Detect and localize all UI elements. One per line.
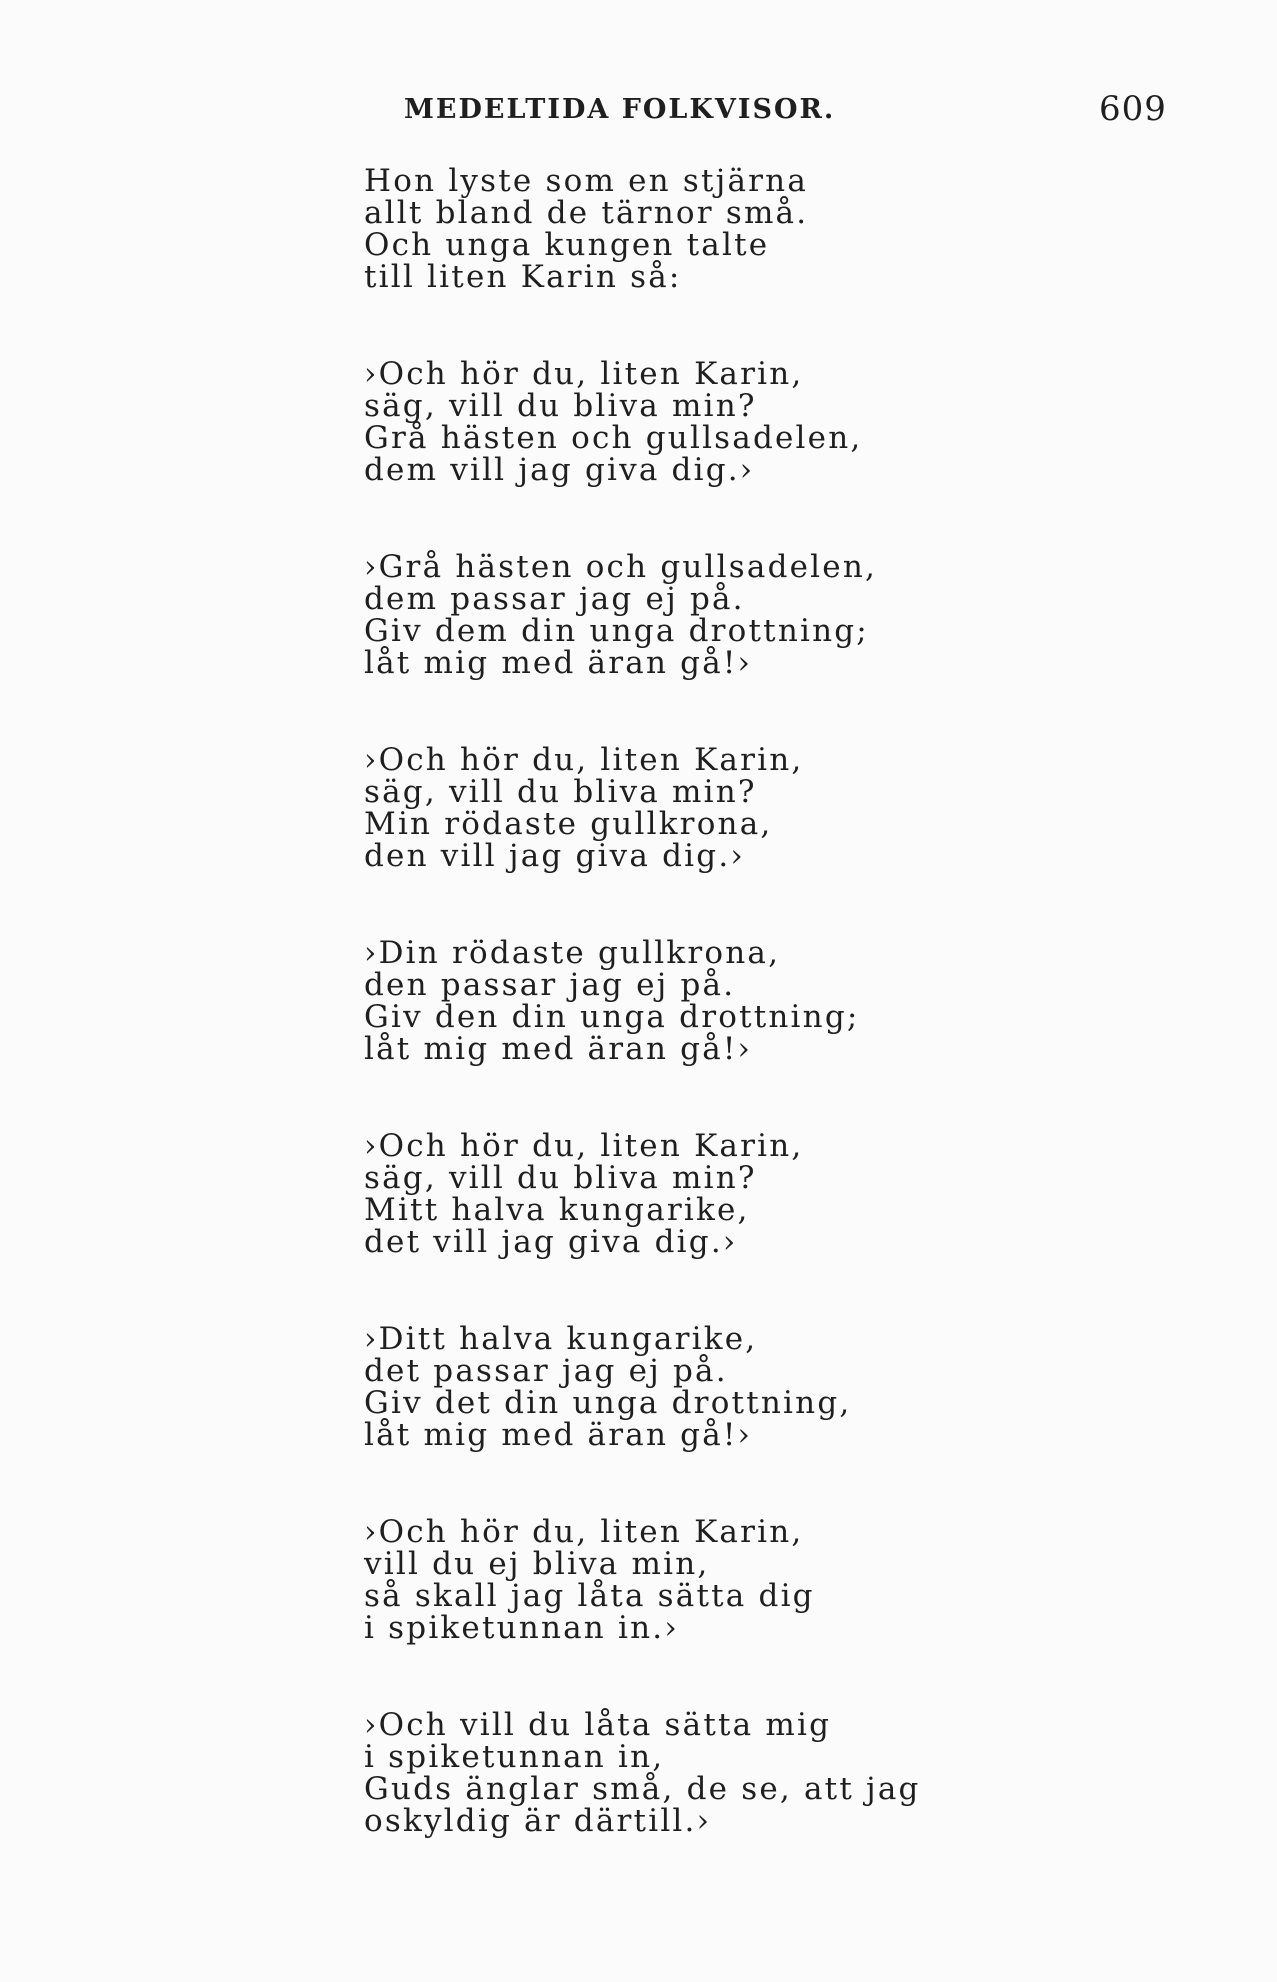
poem-line: dem passar jag ej på. bbox=[364, 581, 745, 617]
poem-line: det vill jag giva dig.› bbox=[364, 1224, 738, 1260]
stanza bbox=[364, 1323, 1224, 1451]
stanza bbox=[364, 1709, 1224, 1837]
poem-line: Giv det din unga drottning, bbox=[364, 1385, 852, 1421]
poem-line: säg, vill du bliva min? bbox=[364, 774, 757, 810]
poem-line: oskyldig är därtill.› bbox=[364, 1803, 712, 1839]
poem-line: ›Och hör du, liten Karin, bbox=[364, 1128, 804, 1164]
stanza bbox=[364, 1130, 1224, 1258]
poem-line: till liten Karin så: bbox=[364, 259, 682, 295]
poem-line: Och unga kungen talte bbox=[364, 227, 770, 263]
poem-line: i spiketunnan in.› bbox=[364, 1610, 679, 1646]
poem-line: det passar jag ej på. bbox=[364, 1353, 728, 1389]
poem-line: Hon lyste som en stjärna bbox=[364, 163, 809, 199]
poem-line: ›Din rödaste gullkrona, bbox=[364, 935, 781, 971]
poem-line: ›Och vill du låta sätta mig bbox=[364, 1707, 832, 1743]
poem-line: så skall jag låta sätta dig bbox=[364, 1578, 815, 1614]
poem-line: den passar jag ej på. bbox=[364, 967, 736, 1003]
poem-line: låt mig med äran gå!› bbox=[364, 645, 753, 681]
page-number: 609 bbox=[1099, 89, 1167, 129]
poem-line: Guds änglar små, de se, att jag bbox=[364, 1771, 921, 1807]
poem-line: ›Ditt halva kungarike, bbox=[364, 1321, 758, 1357]
stanza bbox=[364, 551, 1224, 679]
poem-text bbox=[364, 165, 1224, 1902]
poem-line: Giv dem din unga drottning; bbox=[364, 613, 869, 649]
poem-line: låt mig med äran gå!› bbox=[364, 1031, 753, 1067]
poem-line: säg, vill du bliva min? bbox=[364, 1160, 757, 1196]
poem-line: ›Grå hästen och gullsadelen, bbox=[364, 549, 878, 585]
poem-line: den vill jag giva dig.› bbox=[364, 838, 745, 874]
stanza bbox=[364, 1516, 1224, 1644]
poem-line: ›Och hör du, liten Karin, bbox=[364, 742, 804, 778]
poem-line: ›Och hör du, liten Karin, bbox=[364, 1514, 804, 1550]
poem-line: säg, vill du bliva min? bbox=[364, 388, 757, 424]
poem-line: Grå hästen och gullsadelen, bbox=[364, 420, 863, 456]
poem-line: låt mig med äran gå!› bbox=[364, 1417, 753, 1453]
poem-line: i spiketunnan in, bbox=[364, 1739, 665, 1775]
stanza bbox=[364, 165, 1224, 293]
poem-line: vill du ej bliva min, bbox=[364, 1546, 710, 1582]
poem-line: dem vill jag giva dig.› bbox=[364, 452, 755, 488]
stanza bbox=[364, 937, 1224, 1065]
stanza bbox=[364, 358, 1224, 486]
poem-line: Min rödaste gullkrona, bbox=[364, 806, 773, 842]
poem-line: allt bland de tärnor små. bbox=[364, 195, 809, 231]
running-head: MEDELTIDA FOLKVISOR. bbox=[404, 94, 836, 125]
poem-line: Mitt halva kungarike, bbox=[364, 1192, 750, 1228]
poem-line: ›Och hör du, liten Karin, bbox=[364, 356, 804, 392]
stanza bbox=[364, 744, 1224, 872]
poem-line: Giv den din unga drottning; bbox=[364, 999, 860, 1035]
